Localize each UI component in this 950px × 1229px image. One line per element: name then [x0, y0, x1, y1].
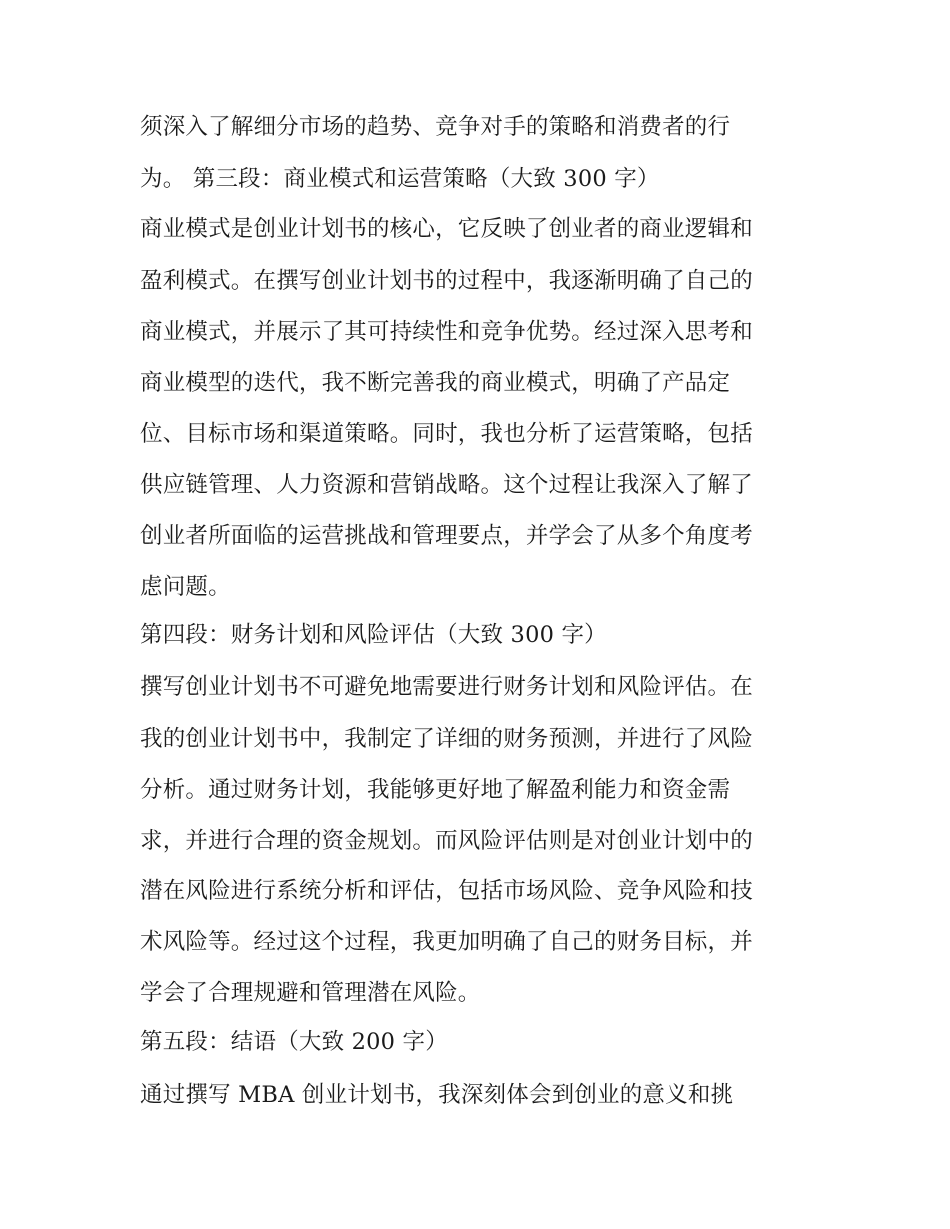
text-line: 学会了合理规避和管理潜在风险。 [140, 980, 481, 1006]
text-line: 位、目标市场和渠道策略。同时，我也分析了运营策略，包括 [140, 421, 753, 447]
text-line-section-heading: 第五段：结语（大致 200 字） [140, 1029, 448, 1055]
text-line: 须深入了解细分市场的趋势、竞争对手的策略和消费者的行 [140, 114, 731, 140]
text-line: 商业模式，并展示了其可持续性和竞争优势。经过深入思考和 [140, 319, 753, 345]
text-line: 商业模式是创业计划书的核心，它反映了创业者的商业逻辑和 [140, 216, 753, 242]
text-line: 分析。通过财务计划，我能够更好地了解盈利能力和资金需 [140, 777, 731, 803]
text-line: 商业模型的迭代，我不断完善我的商业模式，明确了产品定 [140, 370, 731, 396]
text-line: 盈利模式。在撰写创业计划书的过程中，我逐渐明确了自己的 [140, 268, 753, 294]
text-line: 供应链管理、人力资源和营销战略。这个过程让我深入了解了 [140, 472, 753, 498]
text-line: 求，并进行合理的资金规划。而风险评估则是对创业计划中的 [140, 828, 753, 854]
text-line: 我的创业计划书中，我制定了详细的财务预测，并进行了风险 [140, 726, 753, 752]
text-line: 撰写创业计划书不可避免地需要进行财务计划和风险评估。在 [140, 674, 753, 700]
text-line-section-heading: 为。 第三段：商业模式和运营策略（大致 300 字） [140, 166, 660, 192]
text-line: 潜在风险进行系统分析和评估，包括市场风险、竞争风险和技 [140, 878, 753, 904]
text-line: 术风险等。经过这个过程，我更加明确了自己的财务目标，并 [140, 929, 753, 955]
text-line: 虑问题。 [140, 574, 231, 600]
text-line-section-heading: 第四段：财务计划和风险评估（大致 300 字） [140, 622, 607, 648]
text-line: 创业者所面临的运营挑战和管理要点，并学会了从多个角度考 [140, 523, 753, 549]
text-line: 通过撰写 MBA 创业计划书，我深刻体会到创业的意义和挑 [140, 1082, 734, 1108]
